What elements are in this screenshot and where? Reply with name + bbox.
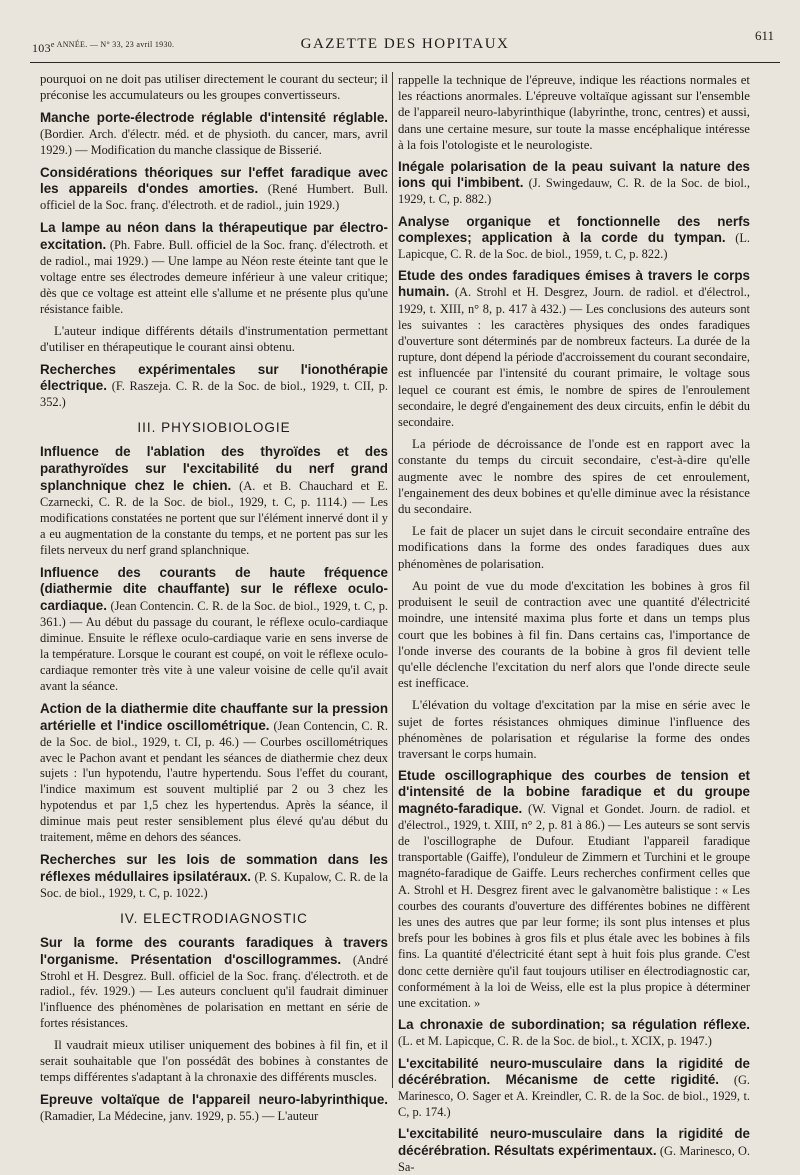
abstract-title: Influence de l'ablation des thyroïdes et des parathyroïdes sur l'excitabilité du nerf grand splanchnique chez le chien. <box>40 444 388 494</box>
column-divider <box>392 72 393 1088</box>
abstract-reference: (Ramadier, La Médecine, janv. 1929, p. 55.) — L'auteur <box>40 1108 319 1123</box>
abstract-reference: (A. et B. Chauchard et E. Czarnecki, C. R. de la Soc. de biol., 1929, t. C, p. 1114.) — Les modifications constatées ne portent que sur l'élément innervé dont il y a eu augmentation de la constante du temps, et ne portent pas sur les filets nerveux du nerf grand splanchnique. <box>40 479 388 557</box>
journal-title: GAZETTE DES HOPITAUX <box>300 36 510 52</box>
abstract-reference: (Bordier. Arch. d'électr. méd. et de physioth. du cancer, mars, avril 1929.) — Modification du manche classique de Bisserié. <box>40 126 388 157</box>
abstract <box>40 565 388 695</box>
abstract-paragraph: La période de décroissance de l'onde est en rapport avec la constante du temps du circuit secondaire, c'est-à-dire qu'elle augmente avec le nombre des spires de cet enroulement, l'engainement des deux bobines et qu'elle diminue avec la résistance du secondaire. <box>398 437 750 517</box>
abstract <box>40 1092 388 1125</box>
abstract <box>398 159 750 208</box>
abstract-reference: (F. Raszeja. C. R. de la Soc. de biol., 1929, t. CII, p. 352.) <box>40 379 388 410</box>
abstract-reference: (L. Lapicque, C. R. de la Soc. de biol., 1959, t. C, p. 822.) <box>398 230 750 262</box>
abstract-title: Influence des courants de haute fréquence (diathermie dite chauffante) sur le réflexe oculo-cardiaque. <box>40 564 388 614</box>
abstract <box>398 768 750 1011</box>
abstract <box>40 110 388 159</box>
abstract-title: Sur la forme des courants faradiques à travers l'organisme. Présentation d'oscillogrammes. <box>40 934 388 967</box>
continued-text: rappelle la technique de l'épreuve, indique les réactions normales et les réactions anormales. L'épreuve voltaïque agissant sur l'ensemble de l'appareil neuro-labyrinthique (labyrinthe, tronc, centres) et aussi, dans une certaine mesure, sur toute la masse encéphalique intéresse à la fois l'otologiste et le neurologiste. <box>398 73 750 152</box>
abstract <box>40 220 388 317</box>
abstract-paragraph: Au point de vue du mode d'excitation les bobines à gros fil produisent le seuil de contraction avec une quantité d'électricité moindre, une intensité maxima plus forte et dans un temps plus court que les bobines à fil fin. Dans certains cas, l'importance de l'onde inverse des courants de la bobine à gros fil devient telle qu'elle déclenche l'excitation du nerf alors que l'onde directe seule est inefficace. <box>398 578 750 691</box>
abstract-title: Action de la diathermie dite chauffante sur la pression artérielle et l'indice oscillométrique. <box>40 700 388 733</box>
abstract <box>398 1017 750 1049</box>
abstract-reference: (Jean Contencin. C. R. de la Soc. de biol., 1929, t. C, p. 361.) — Au début du passage du courant, le réflexe oculo-cardiaque diminue. Ensuite le réflexe oculo-cardiaque varie en sens inverse de la température. Lorsque le courant est coupé, on voit le réflexe oculo-cardiaque remonter très vite à une valeur voisine de celle qu'il avait avant la séance. <box>40 599 388 693</box>
abstract-reference: (René Humbert. Bull. officiel de la Soc. franç. d'électroth. et de radiol., juin 1929.) <box>40 182 388 213</box>
abstract-paragraph: L'élévation du voltage d'excitation par la mise en série avec le sujet de fortes résistances ohmiques diminue l'influence des phénomènes de polarisation et régularise la forme des ondes traversant le corps humain. <box>398 698 750 761</box>
abstract-reference: (W. Vignal et Gondet. Journ. de radiol. et d'électrol., 1929, t. XIII, n° 2, p. 81 à 86.) — Les auteurs se sont servis de l'oscillographe de Dufour. Etudiant l'appareil faradique transportable (Gaiffe), l'onduleur de Zimmern et Turchini et le groupe magnéto-faradique de Gaiffe. Leurs recherches confirment celles que A. Strohl et H. Desgrez firent avec le galvanomètre balistique : « Les courbes des courants d'ouverture des différentes bobines ne diffèrent les unes des autres que par leur forme; ils sont plus intenses et plus brefs pour les bobines à gros fils et plus étale avec les bobines à fils fins. La quantité d'électricité étant sept à huit fois plus grande. C'est donc cette dernière qu'il faut toujours utiliser en électrodiagnostic car, conformément à la loi de Weiss, elle est la plus propice à déterminer une excitation. » <box>398 801 750 1010</box>
abstract-reference: (P. S. Kupalow, C. R. de la Soc. de biol., 1929, t. C, p. 1022.) <box>40 869 388 900</box>
abstract-title: Considérations théoriques sur l'effet faradique avec les appareils d'ondes amorties. <box>40 164 388 197</box>
section-heading: IV. ELECTRODIAGNOSTIC <box>120 910 308 926</box>
issue-label: e ANNÉE. — N° 33, 23 avril 1930. <box>50 40 175 49</box>
abstract-reference: (G. Marinesco, O. Sa- <box>398 1143 751 1174</box>
abstract-reference: (Jean Contencin, C. R. de la Soc. de biol., 1929, t. CI, p. 46.) — Courbes oscillométriques avec le Pachon avant et pendant les séances de diathermie chez deux sujets : l'un hypotendu, l'autre hypertendu. Sous l'effet du courant, l'indice maximum est souvent multiplié par 2 ou 3 chez les hypotendus et par 1,5 chez les hypertendus. Après la séance, il diminue mais peut rester sensiblement plus élevé qu'au début du traitement, même en dehors des séances. <box>40 718 389 845</box>
abstract <box>398 1056 750 1121</box>
page-number: 611 <box>754 28 774 43</box>
abstract-reference: (A. Strohl et H. Desgrez, Journ. de radiol. et d'électrol., 1929, t. XIII, n° 8, p. 417 à 432.) — Les conclusions des auteurs sont les suivantes : les caractères physiques des ondes faradiques d'ouverture sont déterminés par de nombreux facteurs. La durée de la rupture, dont dépend la période d'accroissement du courant secondaire, est influencée par l'intensité du courant primaire, le voltage sous lequel ce courant est émis, le nombre de spires de l'enroulement secondaire, le degré d'engainement des deux circuits, enfin le débit du secondaire. <box>398 285 751 430</box>
abstract-title: Inégale polarisation de la peau suivant la nature des ions qui l'imbibent. <box>398 159 750 191</box>
abstract-title: Recherches sur les lois de sommation dans les réflexes médullaires ipsilatéraux. <box>40 851 388 884</box>
abstract <box>40 444 388 558</box>
abstract-title: L'excitabilité neuro-musculaire dans la rigidité de décérébration. Résultats expérimentaux. <box>398 1126 750 1158</box>
abstract-title: Epreuve voltaïque de l'appareil neuro-labyrinthique. <box>40 1091 388 1107</box>
abstract <box>40 852 388 902</box>
abstract <box>398 214 750 263</box>
abstract <box>40 165 388 215</box>
issue-year: 103 <box>32 41 51 55</box>
abstract <box>398 1126 750 1175</box>
continued-text: pourquoi on ne doit pas utiliser directement le courant du secteur; il préconise les accumulateurs ou les groupes convertisseurs. <box>40 72 388 102</box>
abstract <box>40 935 388 1032</box>
abstract-title: La lampe au néon dans la thérapeutique par électro-excitation. <box>40 220 388 253</box>
right-column <box>398 72 751 1174</box>
abstract-reference: (L. et M. Lapicque, C. R. de la Soc. de biol., t. XCIX, p. 1947.) <box>398 1034 712 1049</box>
abstract-reference: (J. Swingedauw, C. R. de la Soc. de biol., 1929, t. C, p. 882.) <box>398 176 751 207</box>
abstract-reference: (G. Marinesco, O. Sager et A. Kreindler, C. R. de la Soc. de biol., 1929, t. C, p. 174.) <box>398 1072 750 1120</box>
abstract <box>40 362 388 412</box>
abstract-title: Analyse organique et fonctionnelle des nerfs complexes; application à la corde du tympan. <box>398 213 750 245</box>
abstract-title: Etude des ondes faradiques émises à travers le corps humain. <box>398 268 750 300</box>
abstract-reference: (André Strohl et H. Desgrez. Bull. officiel de la Soc. franç. d'électroth. et de radiol., fév. 1929.) — Les auteurs concluent qu'il faudrait diminuer l'influence des phénomènes de polarisation en mettant en série de fortes résistances. <box>40 952 389 1031</box>
abstract-title: Manche porte-électrode réglable d'intensité réglable. <box>40 109 388 125</box>
abstract-title: Etude oscillographique des courbes de tension et d'intensité de la bobine faradique et du groupe magnéto-faradique. <box>398 768 750 816</box>
abstract-paragraph: L'auteur indique différents détails d'instrumentation permettant d'utiliser en thérapeutique le courant ainsi obtenu. <box>40 323 388 354</box>
abstract-paragraph: Il vaudrait mieux utiliser uniquement des bobines à fil fin, et il serait souhaitable que l'on possédât des bobines à constantes de temps différentes s'adaptant à la chronaxie des différents muscles. <box>40 1038 388 1084</box>
abstract-title: Recherches expérimentales sur l'ionothérapie électrique. <box>40 361 388 394</box>
abstract <box>398 268 750 430</box>
abstract-title: La chronaxie de subordination; sa régulation réflexe. <box>398 1017 750 1033</box>
abstract-title: L'excitabilité neuro-musculaire dans la rigidité de décérébration. Mécanisme de cette rigidité. <box>398 1055 750 1087</box>
abstract-paragraph: Le fait de placer un sujet dans le circuit secondaire entraîne des modifications dans la forme des ondes faradiques dues aux phénomènes de polarisation. <box>398 524 750 571</box>
abstract <box>40 701 388 846</box>
abstract-reference: (Ph. Fabre. Bull. officiel de la Soc. franç. d'électroth. et de radiol., mai 1929.) — Une lampe au Néon reste éteinte tant que le voltage entre ses électrodes demeure inférieur à une valeur critique; dès que ce voltage est atteint elle s'allume et ne présente plus qu'une résistance faible. <box>40 238 388 316</box>
page-header <box>30 28 780 63</box>
left-column <box>40 72 389 1123</box>
section-heading: III. PHYSIOBIOLOGIE <box>137 420 291 436</box>
